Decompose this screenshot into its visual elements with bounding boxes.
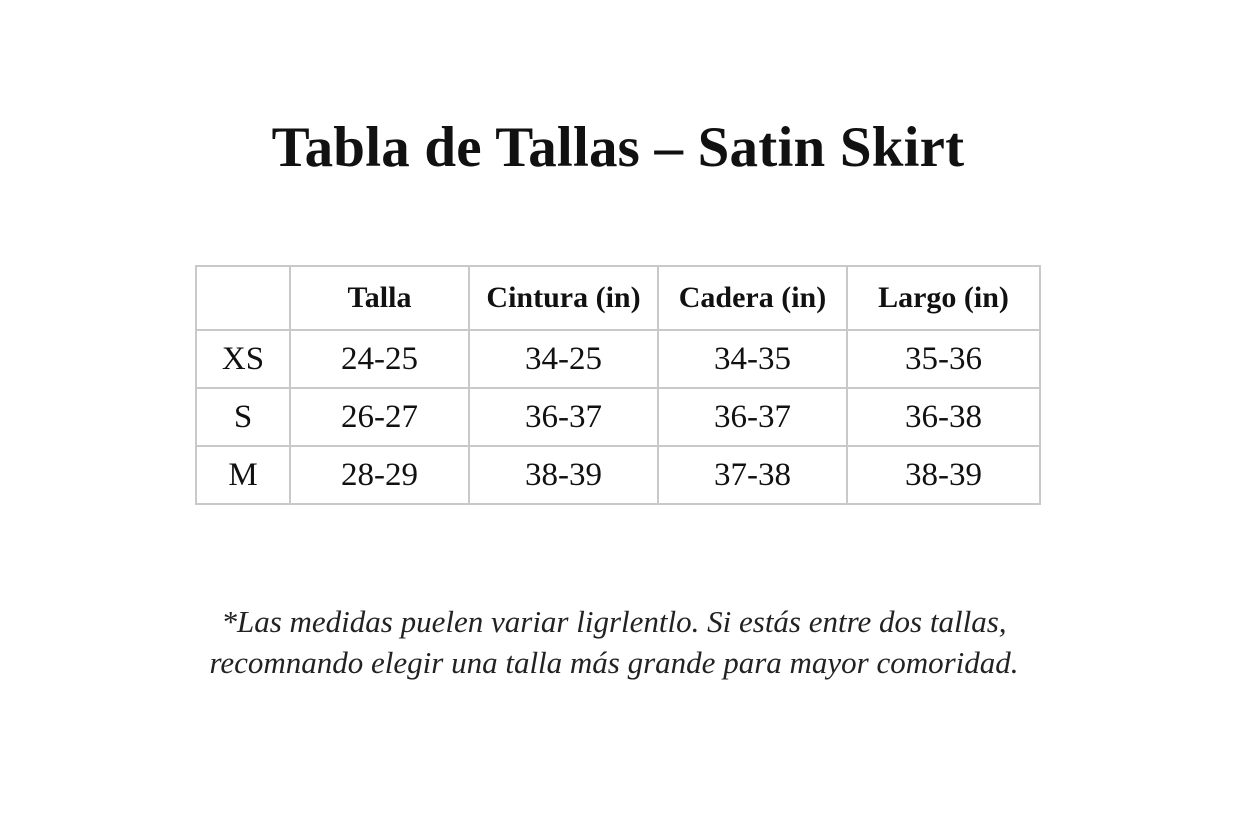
table-row — [196, 446, 1040, 504]
sizing-note — [0, 601, 1228, 683]
table-row — [196, 330, 1040, 388]
page-title: Tabla de Tallas – Satin Skirt — [271, 116, 965, 179]
largo-cell: 38-39 — [847, 446, 1040, 504]
cadera-cell: 36-37 — [658, 388, 847, 446]
header-cell-cintura: Cintura (in) — [469, 266, 658, 330]
size-label-cell: M — [196, 446, 290, 504]
header-cell-talla: Talla — [290, 266, 469, 330]
cadera-cell: 37-38 — [658, 446, 847, 504]
table-header-row — [196, 266, 1040, 330]
size-chart-table — [195, 265, 1041, 505]
cintura-cell: 36-37 — [469, 388, 658, 446]
header-cell-cadera: Cadera (in) — [658, 266, 847, 330]
table-row — [196, 388, 1040, 446]
talla-cell: 28-29 — [290, 446, 469, 504]
talla-cell: 26-27 — [290, 388, 469, 446]
size-label-cell: S — [196, 388, 290, 446]
header-cell-largo: Largo (in) — [847, 266, 1040, 330]
sizing-note-line-2: recomnando elegir una talla más grande para mayor comoridad. — [209, 645, 1019, 680]
largo-cell: 36-38 — [847, 388, 1040, 446]
cintura-cell: 34-25 — [469, 330, 658, 388]
cadera-cell: 34-35 — [658, 330, 847, 388]
talla-cell: 24-25 — [290, 330, 469, 388]
cintura-cell: 38-39 — [469, 446, 658, 504]
largo-cell: 35-36 — [847, 330, 1040, 388]
size-label-cell: XS — [196, 330, 290, 388]
sizing-note-line-1: *Las medidas puelen variar ligrlentlo. Si estás entre dos tallas, — [221, 604, 1007, 639]
header-cell-empty — [196, 266, 290, 330]
